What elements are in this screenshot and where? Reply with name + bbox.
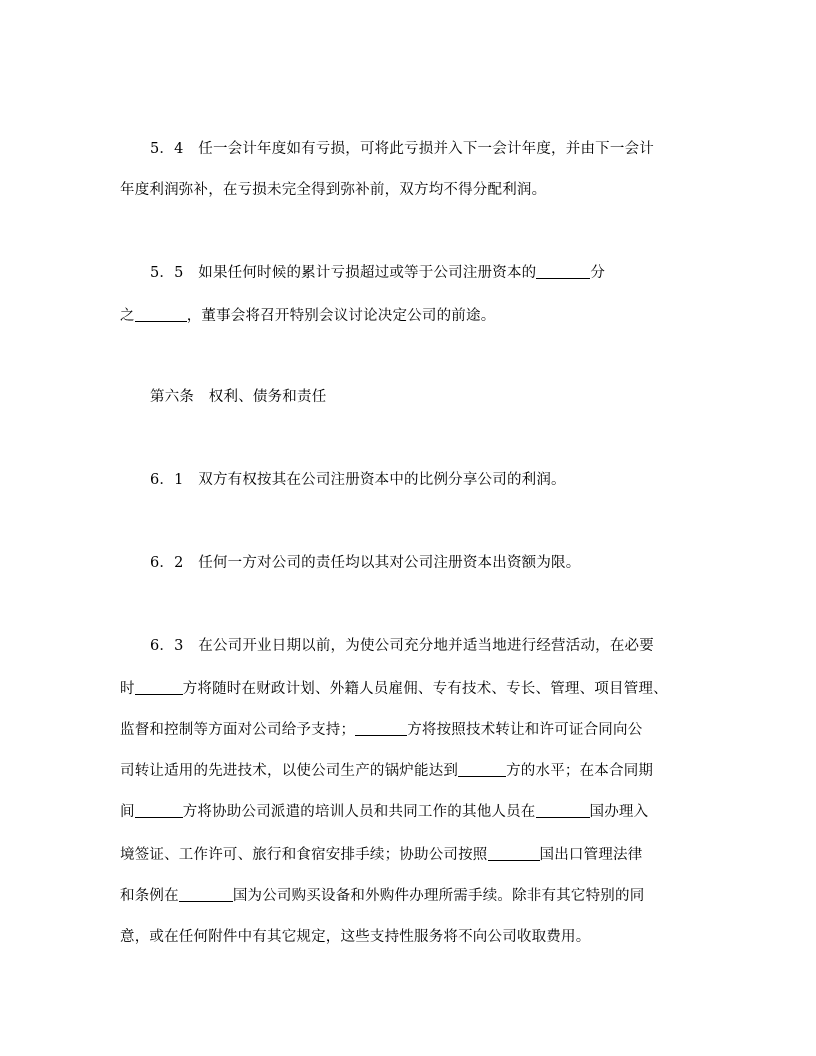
clause-6-3-line-4: 司转让适用的先进技术，以使公司生产的锅炉能达到 方的水平；在本合同期 <box>120 763 654 779</box>
clause-5-4-line-1: 5．4 任一会计年度如有亏损，可将此亏损并入下一会计年度，并由下一会计 <box>150 141 654 157</box>
fill-blank <box>488 846 540 861</box>
clause-6-3-line-6: 境签证、工作许可、旅行和食宿安排手续；协助公司按照 国出口管理法律 <box>120 847 643 863</box>
clause-6-3-line-5: 间 方将协助公司派遣的培训人员和共同工作的其他人员在 国办理入 <box>120 804 649 820</box>
fill-blank <box>536 264 590 279</box>
clause-6-1: 6．1 双方有权按其在公司注册资本中的比例分享公司的利润。 <box>150 472 566 488</box>
fill-blank <box>536 803 590 818</box>
fill-blank <box>135 307 187 322</box>
fill-blank <box>179 887 233 902</box>
clause-6-3-line-8: 意，或在任何附件中有其它规定，这些支持性服务将不向公司收取费用。 <box>120 929 591 945</box>
fill-blank <box>355 721 407 736</box>
clause-6-2: 6．2 任何一方对公司的责任均以其对公司注册资本出资额为限。 <box>150 555 581 571</box>
clause-5-5-text-a: 5．5 如果任何时候的累计亏损超过或等于公司注册资本的 <box>150 265 537 281</box>
clause-6-3-line-3: 监督和控制等方面对公司给予支持； 方将按照技术转让和许可证合同向公 <box>120 722 643 738</box>
clause-5-4-line-2: 年度利润弥补，在亏损未完全得到弥补前，双方均不得分配利润。 <box>120 182 547 198</box>
article-6-heading: 第六条 权利、债务和责任 <box>150 389 327 405</box>
clause-5-5-text-b: 分 <box>590 265 606 281</box>
clause-5-5-line-2: 之 ，董事会将召开特别会议讨论决定公司的前途。 <box>120 308 496 324</box>
fill-blank <box>458 762 506 777</box>
clause-6-3-line-1: 6．3 在公司开业日期以前，为使公司充分地并适当地进行经营活动，在必要 <box>150 638 654 654</box>
fill-blank <box>135 803 183 818</box>
fill-blank <box>135 680 183 695</box>
clause-6-3-line-7: 和条例在 国为公司购买设备和外购件办理所需手续。除非有其它特别的同 <box>120 888 645 904</box>
clause-6-3-line-2: 时 方将随时在财政计划、外籍人员雇佣、专有技术、专长、管理、项目管理、 <box>120 681 668 697</box>
clause-5-5-line-1 <box>150 263 605 283</box>
